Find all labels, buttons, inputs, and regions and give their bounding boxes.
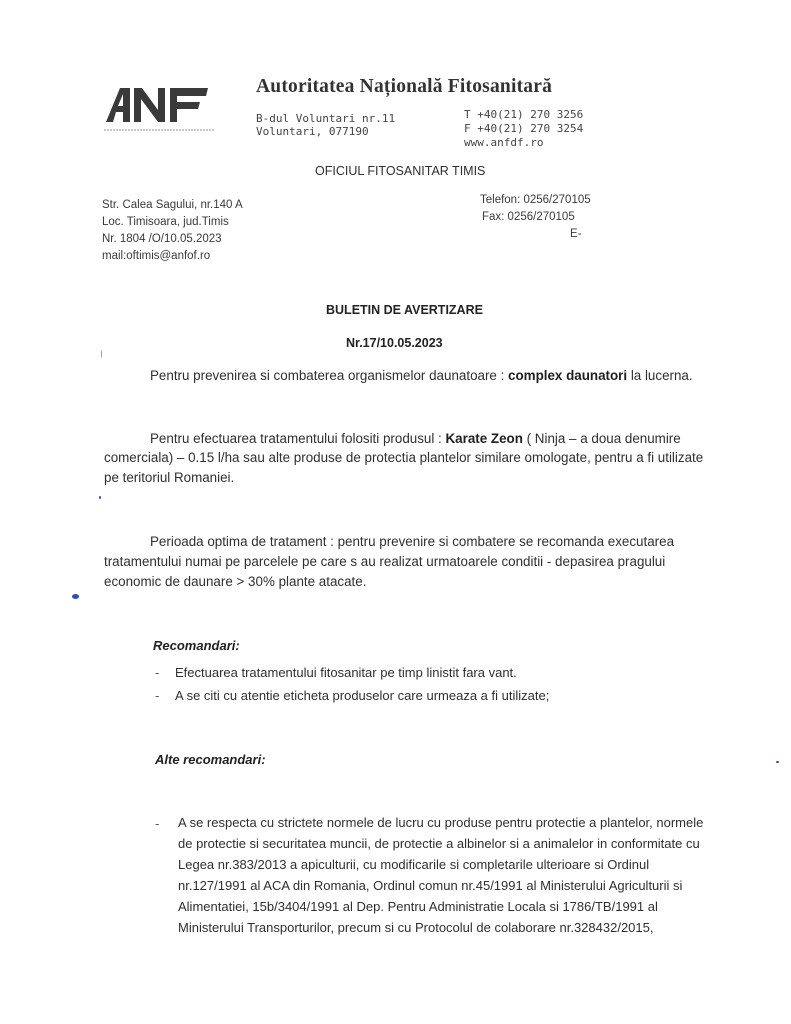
anf-logo: [104, 82, 216, 136]
header-fax: F +40(21) 270 3254: [464, 122, 584, 135]
p2-product: Karate Zeon: [445, 431, 523, 446]
p1-crop: la lucerna.: [627, 368, 693, 383]
organization-name: Autoritatea Națională Fitosanitară: [256, 76, 553, 97]
p2-prefix: Pentru efectuarea tratamentului folositi produsul :: [150, 431, 446, 446]
p1-prefix: Pentru prevenirea si combaterea organismelor daunatoare :: [150, 368, 509, 383]
other-recommendation-line: A se respecta cu strictete normele de lucru cu produse pentru protectie a plantelor, normele: [178, 815, 704, 830]
paragraph-period-line-2: tratamentului numai pe parcelele pe care s au realizat urmatoarele conditii - depasirea pragului: [104, 554, 666, 569]
other-recommendation-line: nr.127/1991 al ACA din Romania, Ordinul comun nr.45/1991 al Ministerului Agriculturii si: [178, 878, 683, 893]
address-line-1: B-dul Voluntari nr.11: [256, 112, 396, 125]
bullet-marker: -: [155, 816, 160, 831]
bulletin-number: Nr.17/10.05.2023: [346, 336, 443, 350]
other-recommendation-line: Alimentatiei, 15b/3404/1991 al Dep. Pentru Administratie Locala si 1786/TB/1991 al: [178, 899, 658, 914]
office-name: OFICIUL FITOSANITAR TIMIS: [315, 164, 486, 178]
paragraph-period-line-3: economic de daunare > 30% plante atacate.: [104, 574, 367, 589]
scan-speck: [99, 496, 101, 499]
office-street: Str. Calea Sagului, nr.140 A: [102, 199, 243, 211]
other-recommendation-line: de protectie si securitatea muncii, de protectie a albinelor si a animalelor in conformitate cu: [178, 836, 700, 851]
recommendations-title: Recomandari:: [153, 638, 240, 653]
header-website: www.anfdf.ro: [464, 136, 544, 149]
office-email[interactable]: mail:oftimis@anfof.ro: [102, 250, 211, 262]
recommendation-item: Efectuarea tratamentului fitosanitar pe timp linistit fara vant.: [175, 665, 517, 680]
office-locality: Loc. Timisoara, jud.Timis: [102, 216, 229, 228]
scan-speck: [72, 594, 79, 599]
scan-speck: [101, 350, 102, 358]
paragraph-target: [150, 368, 693, 383]
other-recommendation-line: Ministerului Transporturilor, precum si cu Protocolul de colaborare nr.328432/2015,: [178, 920, 654, 935]
paragraph-product-line-3: pe teritoriul Romaniei.: [104, 470, 235, 485]
bullet-marker: -: [155, 665, 160, 680]
paragraph-product-line-2: comerciala) – 0.15 l/ha sau alte produse de protectia plantelor similare omologate, pentru a fi utilizate: [104, 450, 704, 465]
p1-pest: complex daunatori: [508, 368, 628, 383]
office-fax: Fax: 0256/270105: [482, 211, 575, 223]
bulletin-title: BULETIN DE AVERTIZARE: [326, 303, 483, 317]
recommendation-item: A se citi cu atentie eticheta produselor care urmeaza a fi utilizate;: [175, 688, 550, 703]
scan-speck: [776, 761, 779, 763]
p2-suffix: ( Ninja – a doua denumire: [522, 431, 681, 446]
header-phone: T +40(21) 270 3256: [464, 108, 584, 121]
address-line-2: Voluntari, 077190: [256, 125, 369, 138]
other-recommendation-line: Legea nr.383/2013 a apiculturii, cu modificarile si completarile ulterioare si Ordinul: [178, 857, 650, 872]
office-telephone: Telefon: 0256/270105: [480, 194, 591, 206]
office-e-label: E-: [570, 228, 582, 240]
paragraph-product-line-1: [150, 431, 681, 446]
bullet-marker: -: [155, 688, 160, 703]
paragraph-period-line-1: Perioada optima de tratament : pentru prevenire si combatere se recomanda executarea: [150, 534, 675, 549]
anf-logo-graphic: [104, 82, 216, 136]
other-recommendations-title: Alte recomandari:: [155, 752, 266, 767]
document-number: Nr. 1804 /O/10.05.2023: [102, 233, 222, 245]
